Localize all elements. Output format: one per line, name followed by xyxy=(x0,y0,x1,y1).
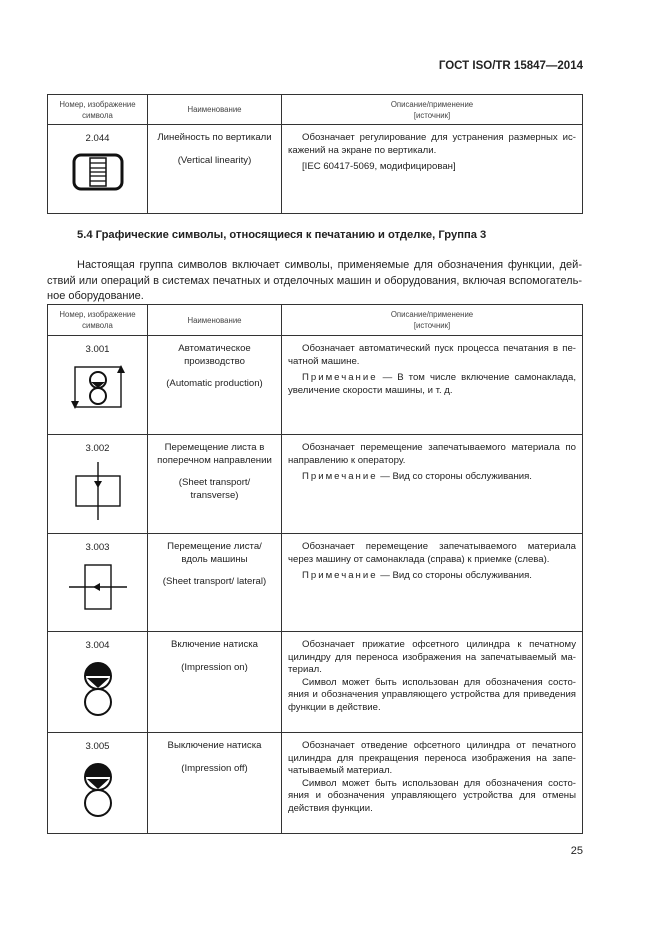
sheet-transport-lateral-icon xyxy=(69,561,127,615)
symbol-code: 3.005 xyxy=(85,741,110,752)
header-name: Наименование xyxy=(148,95,282,125)
description-cell: Обозначает перемещение запечатываемого материала через машину от самонаклада (справа) к приемке (слева). Примечание — Вид со стороны обслуживания. xyxy=(282,534,583,632)
name-cell: Автоматическое производство (Automatic production) xyxy=(148,336,282,435)
symbol-code: 2.044 xyxy=(85,133,110,144)
note: Примечание — В том числе включение самонаклада, увеличение скорости машины, и т. д. xyxy=(288,372,576,396)
symbol-code: 3.004 xyxy=(85,640,110,651)
automatic-production-icon xyxy=(71,363,125,411)
description-cell: Обозначает регулирование для устранения размерных искажений на экране по вертикали. [IEC 60417-5069, модифицирован] xyxy=(282,125,583,214)
sheet-transport-transverse-icon xyxy=(70,462,126,520)
description-cell: Обозначает перемещение запечатываемого материала по направлению к оператору. Примечание — Вид со стороны обслуживания. xyxy=(282,435,583,534)
symbols-table-1 xyxy=(47,94,583,214)
symbol-cell xyxy=(48,435,148,534)
symbol-code: 3.001 xyxy=(85,344,110,355)
name-cell: Перемещение листа в поперечном направлении (Sheet transport/ transverse) xyxy=(148,435,282,534)
symbol-code: 3.002 xyxy=(85,443,110,454)
table-header-row xyxy=(48,95,583,125)
impression-on-icon xyxy=(81,659,115,719)
name-cell: Выключение натиска (Impression off) xyxy=(148,733,282,834)
table-row xyxy=(48,125,583,214)
document-header: ГОСТ ISO/TR 15847—2014 xyxy=(438,60,583,72)
symbol-cell xyxy=(48,125,148,214)
table-row xyxy=(48,733,583,834)
table-row xyxy=(48,632,583,733)
symbol-cell xyxy=(48,336,148,435)
symbol-code: 3.003 xyxy=(85,542,110,553)
name-cell: Линейность по вертикали (Vertical linearity) xyxy=(148,125,282,214)
symbols-table-2 xyxy=(47,304,583,834)
name-cell: Включение натиска (Impression on) xyxy=(148,632,282,733)
header-code: Номер, изображение символа xyxy=(48,95,148,125)
table-row xyxy=(48,336,583,435)
symbol-cell xyxy=(48,733,148,834)
symbol-cell xyxy=(48,632,148,733)
header-desc: Описание/применение [источник] xyxy=(282,305,583,336)
header-code: Номер, изображение символа xyxy=(48,305,148,336)
source-reference: [IEC 60417-5069, модифицирован] xyxy=(302,161,456,172)
section-heading: 5.4 Графические символы, относящиеся к печатанию и отделке, Группа 3 xyxy=(77,229,487,241)
vertical-linearity-icon xyxy=(72,152,124,192)
note: Примечание — Вид со стороны обслуживания. xyxy=(302,471,532,482)
description-cell: Обозначает прижатие офсетного цилиндра к печатному цилиндру для переноса изображения на запечатываемый материал. Символ может быть использован для обозначения состояния и обозначения управляющего устройства для приведения функции в действие. xyxy=(282,632,583,733)
header-desc: Описание/применение [источник] xyxy=(282,95,583,125)
description-cell: Обозначает отведение офсетного цилиндра от печатного цилиндра для прекращения переноса изображения на запечатываемый материал. Символ может быть использован для обозначения состояния и обозначения управляющего устройства для отмены действия функции. xyxy=(282,733,583,834)
header-name: Наименование xyxy=(148,305,282,336)
table-row xyxy=(48,534,583,632)
section-paragraph: Настоящая группа символов включает символы, применяемые для обозначения функции, действий или операций в системах печатных и отделочных машин и оборудования, включая вспомогательное оборудование. xyxy=(47,259,582,302)
description-cell: Обозначает автоматический пуск процесса печатания в печатной машине. Примечание — В том числе включение самонаклада, увеличение скорости машины, и т. д. xyxy=(282,336,583,435)
page-number: 25 xyxy=(570,845,583,857)
note: Примечание — Вид со стороны обслуживания. xyxy=(302,570,532,581)
table-row xyxy=(48,435,583,534)
name-cell: Перемещение листа/ вдоль машины (Sheet transport/ lateral) xyxy=(148,534,282,632)
symbol-cell xyxy=(48,534,148,632)
impression-off-icon xyxy=(81,760,115,820)
table-header-row xyxy=(48,305,583,336)
